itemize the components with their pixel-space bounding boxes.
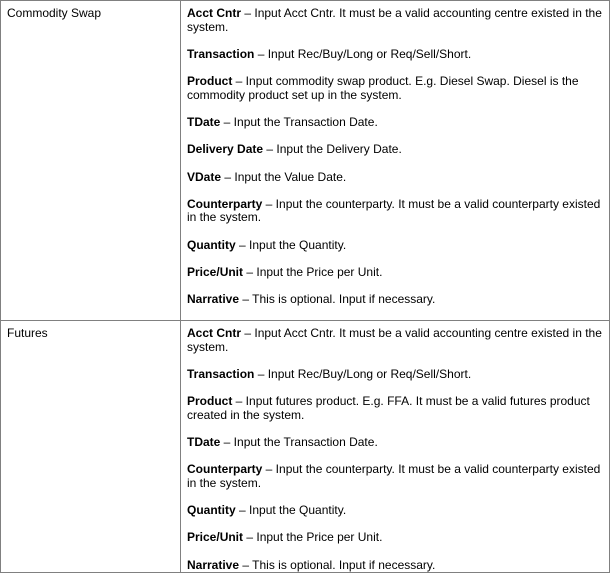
field-term: Quantity	[187, 237, 236, 252]
field-entry	[187, 463, 603, 490]
field-term: Acct Cntr	[187, 326, 242, 340]
field-term: Acct Cntr	[187, 6, 242, 20]
field-description: – Input the Value Date.	[221, 169, 347, 184]
table-row	[1, 1, 610, 321]
field-entry	[187, 266, 603, 280]
field-description: – Input futures product. E.g. FFA. It must be a valid futures product created in the system.	[187, 394, 590, 422]
field-description: – Input commodity swap product. E.g. Diesel Swap. Diesel is the commodity product set up in the system.	[187, 74, 579, 102]
field-entry	[187, 116, 603, 130]
field-term: Price/Unit	[187, 530, 244, 545]
field-description: – This is optional. Input if necessary.	[239, 557, 436, 572]
field-description: – This is optional. Input if necessary.	[239, 292, 436, 307]
fields-cell	[181, 321, 610, 573]
field-entry	[187, 75, 603, 102]
field-entry	[187, 143, 603, 157]
field-description: – Input the Transaction Date.	[220, 115, 378, 130]
table-body	[1, 1, 610, 573]
field-entry	[187, 368, 603, 382]
field-description: – Input the Price per Unit.	[243, 265, 383, 280]
field-description: – Input the Price per Unit.	[243, 530, 383, 545]
field-term: Delivery Date	[187, 142, 264, 157]
field-description: – Input the counterparty. It must be a valid counterparty existed in the system.	[187, 196, 601, 225]
field-description: – Input the counterparty. It must be a valid counterparty existed in the system.	[187, 462, 601, 490]
field-term: Counterparty	[187, 196, 263, 211]
field-description: – Input Acct Cntr. It must be a valid accounting centre existed in the system.	[187, 326, 602, 354]
field-description: – Input Rec/Buy/Long or Req/Sell/Short.	[254, 366, 472, 381]
category-cell: Commodity Swap	[1, 1, 181, 321]
field-entry	[187, 395, 603, 422]
field-description: – Input Acct Cntr. It must be a valid accounting centre existed in the system.	[187, 6, 602, 34]
category-cell: Futures	[1, 321, 181, 573]
field-term: Narrative	[187, 557, 240, 572]
field-description: – Input the Quantity.	[235, 503, 347, 518]
field-term: Transaction	[187, 46, 255, 61]
field-description: – Input the Transaction Date.	[220, 435, 378, 450]
field-entry	[187, 198, 603, 225]
field-description: – Input the Delivery Date.	[263, 142, 402, 157]
field-entry	[187, 171, 603, 185]
field-entry	[187, 327, 603, 354]
field-term: Price/Unit	[187, 265, 244, 280]
field-term: Quantity	[187, 503, 236, 518]
field-entry	[187, 48, 603, 62]
field-term: Counterparty	[187, 462, 263, 477]
field-entry	[187, 504, 603, 518]
field-term: TDate	[187, 115, 221, 130]
field-entry	[187, 239, 603, 253]
field-entry	[187, 293, 603, 307]
table-row	[1, 321, 610, 573]
field-term: Transaction	[187, 366, 255, 381]
field-term: TDate	[187, 435, 221, 450]
field-entry	[187, 7, 603, 34]
field-term: Product	[187, 394, 233, 409]
field-term: Product	[187, 74, 233, 89]
field-term: Narrative	[187, 292, 240, 307]
field-entry	[187, 531, 603, 545]
field-description: – Input Rec/Buy/Long or Req/Sell/Short.	[254, 46, 472, 61]
field-description: – Input the Quantity.	[235, 237, 347, 252]
field-term: VDate	[187, 169, 222, 184]
field-entry	[187, 559, 603, 573]
field-entry	[187, 436, 603, 450]
fields-cell	[181, 1, 610, 321]
